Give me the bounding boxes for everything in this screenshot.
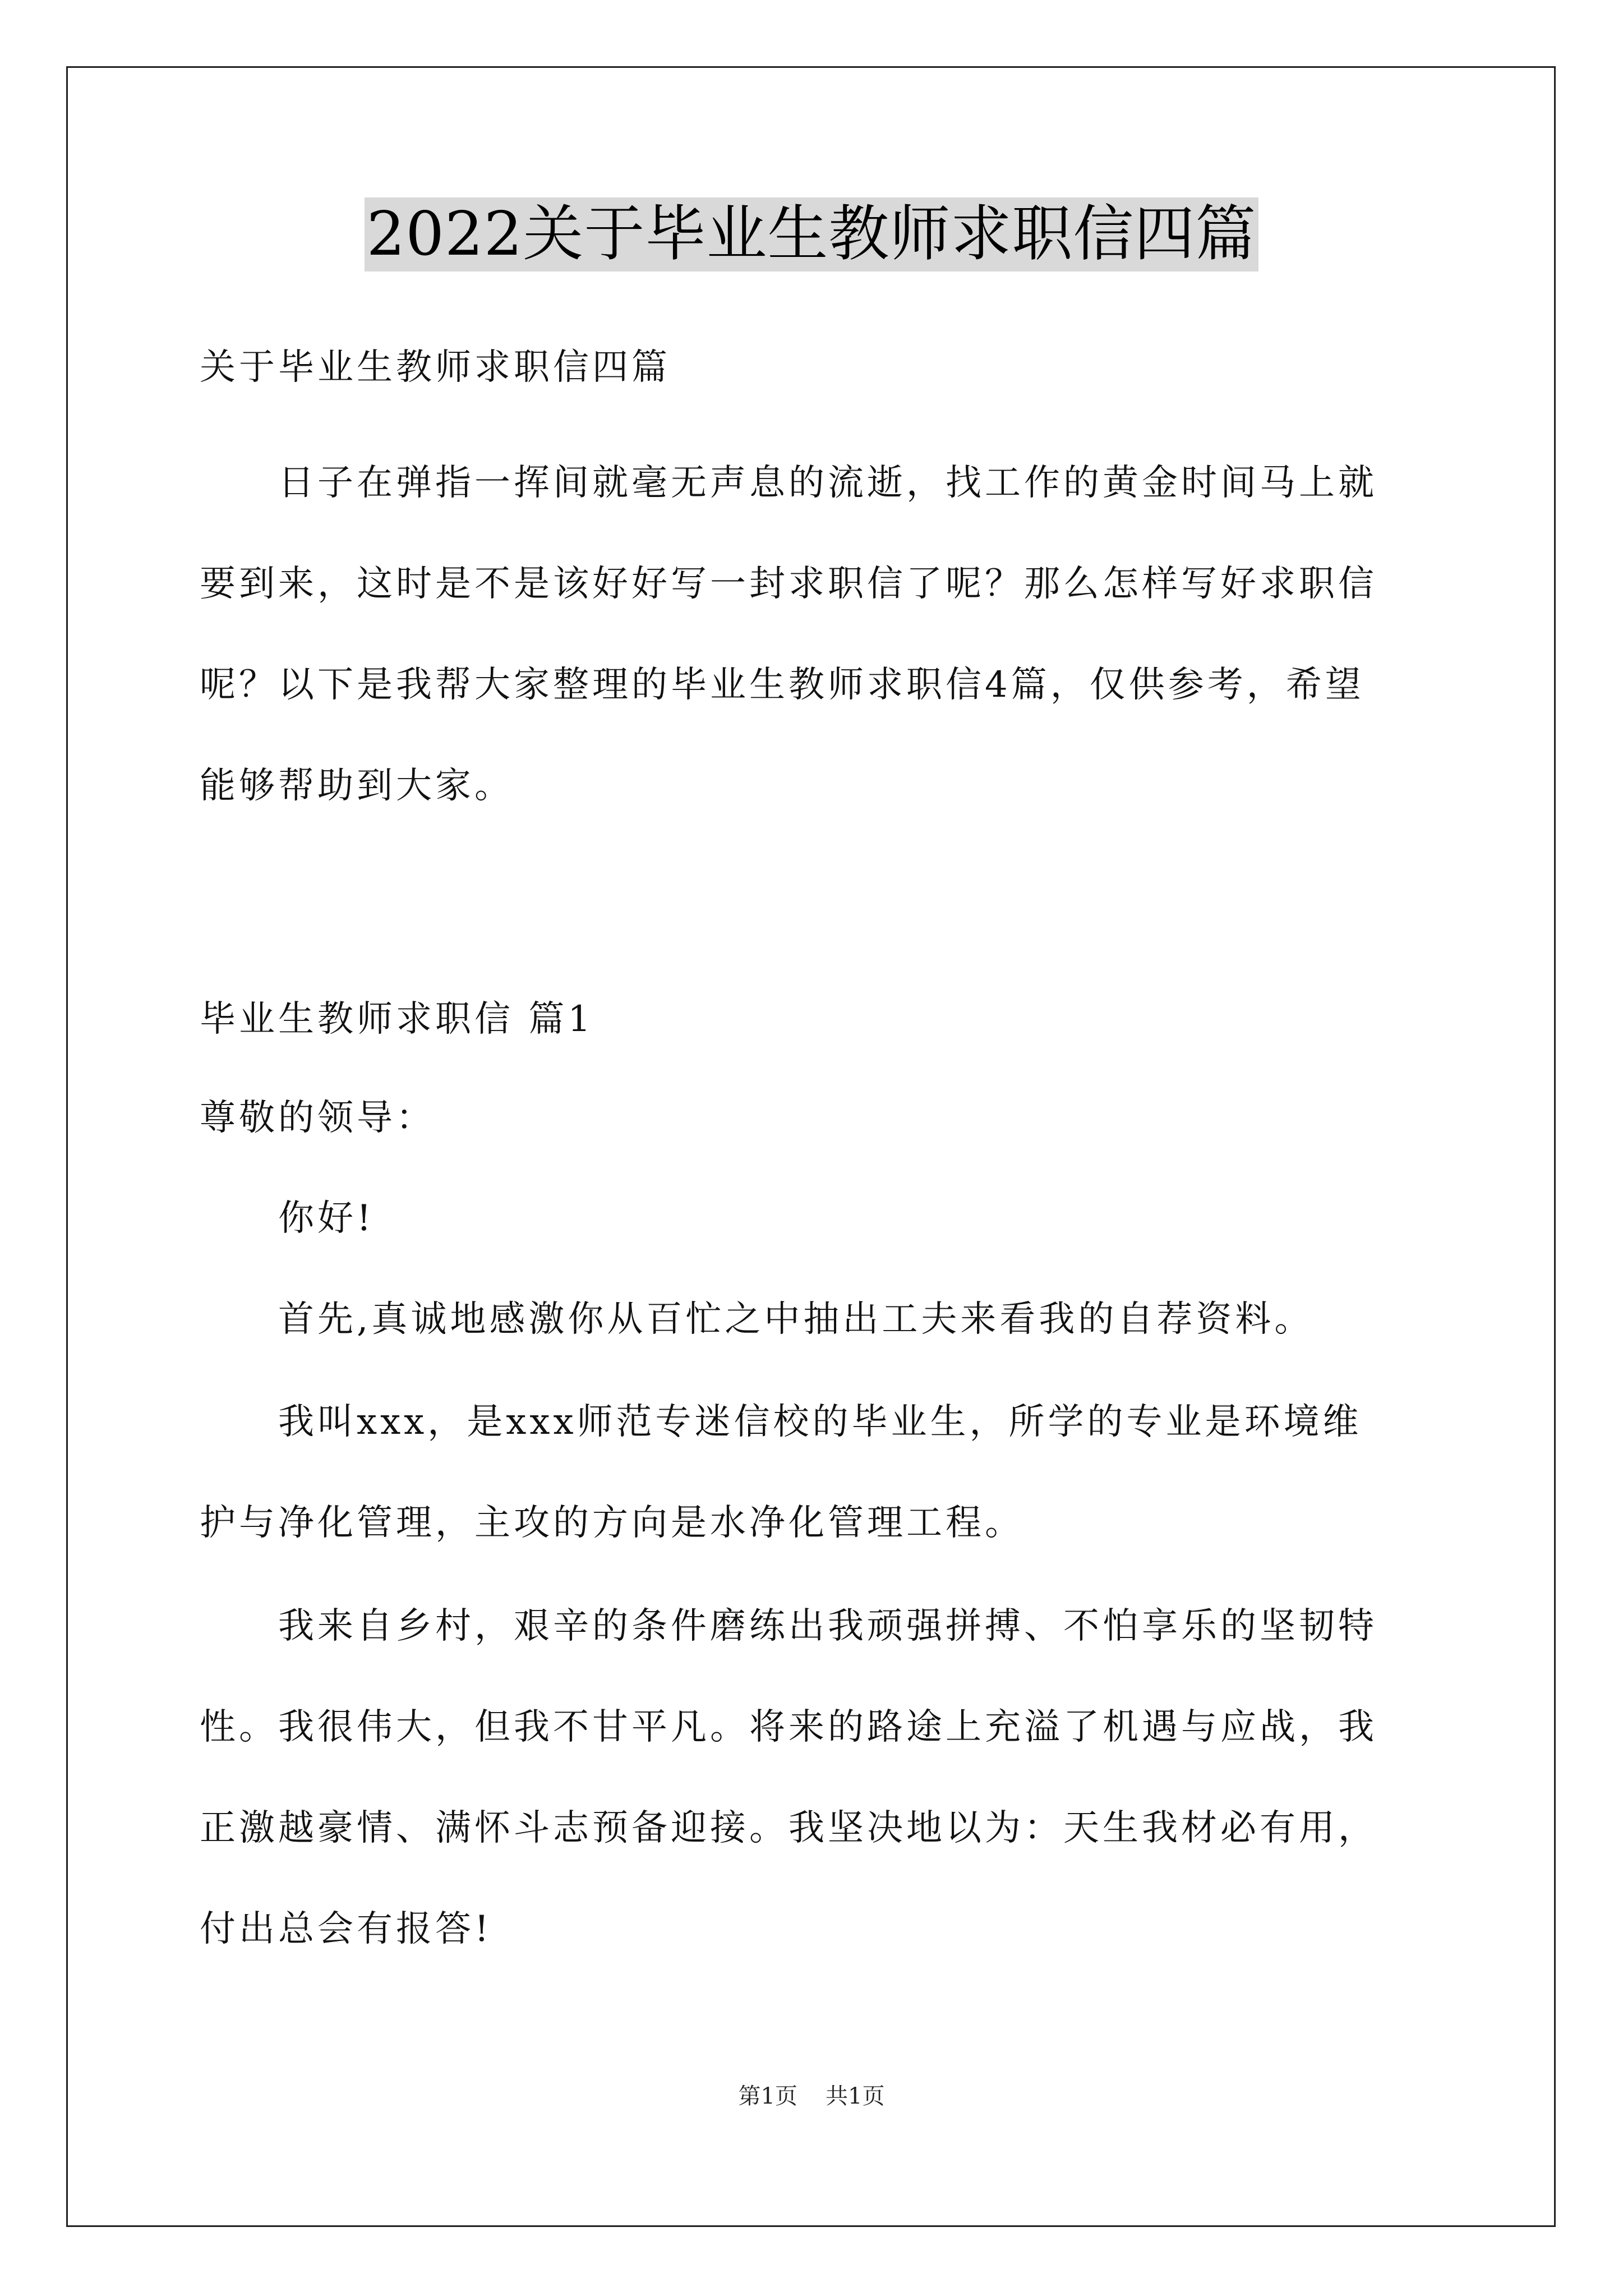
intro-line: 要到来，这时是不是该好好写一封求职信了呢？那么怎样写好求职信: [200, 563, 1377, 605]
section-heading: 毕业生教师求职信 篇1: [200, 999, 594, 1040]
thanks-paragraph: [200, 1269, 1428, 1370]
intro-line: 呢？以下是我帮大家整理的毕业生教师求职信4篇，仅供参考，希望: [200, 664, 1364, 706]
paragraph-line: 我叫xxx，是xxx师范专迷信校的毕业生，所学的专业是环境维: [278, 1401, 1362, 1443]
greeting-block: [200, 1168, 1428, 1269]
title-container: [0, 197, 1623, 272]
page-footer: [0, 2082, 1623, 2110]
intro-line: 能够帮助到大家。: [200, 765, 514, 807]
page-number-current: 第1页: [738, 2083, 797, 2109]
intro-paragraph: [200, 432, 1428, 836]
intro-line: 日子在弹指一挥间就毫无声息的流逝，找工作的黄金时间马上就: [278, 462, 1377, 504]
paragraph-line: 付出总会有报答!: [200, 1908, 492, 1950]
salutation-block: [200, 1068, 1428, 1168]
background-paragraph: [200, 1576, 1428, 1980]
page-number-total: 共1页: [826, 2083, 885, 2109]
subtitle-block: [200, 317, 1428, 418]
document-title: 2022关于毕业生教师求职信四篇: [365, 197, 1259, 272]
section-heading-block: [200, 969, 1428, 1070]
greeting: 你好!: [278, 1198, 375, 1239]
paragraph-line: 正激越豪情、满怀斗志预备迎接。我坚决地以为：天生我材必有用，: [200, 1807, 1377, 1849]
document-subtitle: 关于毕业生教师求职信四篇: [200, 347, 671, 388]
paragraph-line: 护与净化管理，主攻的方向是水净化管理工程。: [200, 1502, 1024, 1544]
salutation: 尊敬的领导：: [200, 1097, 435, 1139]
paragraph-line: 性。我很伟大，但我不甘平凡。将来的路途上充溢了机遇与应战，我: [200, 1706, 1377, 1748]
paragraph-line: 我来自乡村，艰辛的条件磨练出我顽强拼搏、不怕享乐的坚韧特: [278, 1605, 1377, 1647]
self-intro-paragraph: [200, 1372, 1428, 1573]
paragraph-line: 首先,真诚地感激你从百忙之中抽出工夫来看我的自荐资料。: [278, 1299, 1314, 1340]
